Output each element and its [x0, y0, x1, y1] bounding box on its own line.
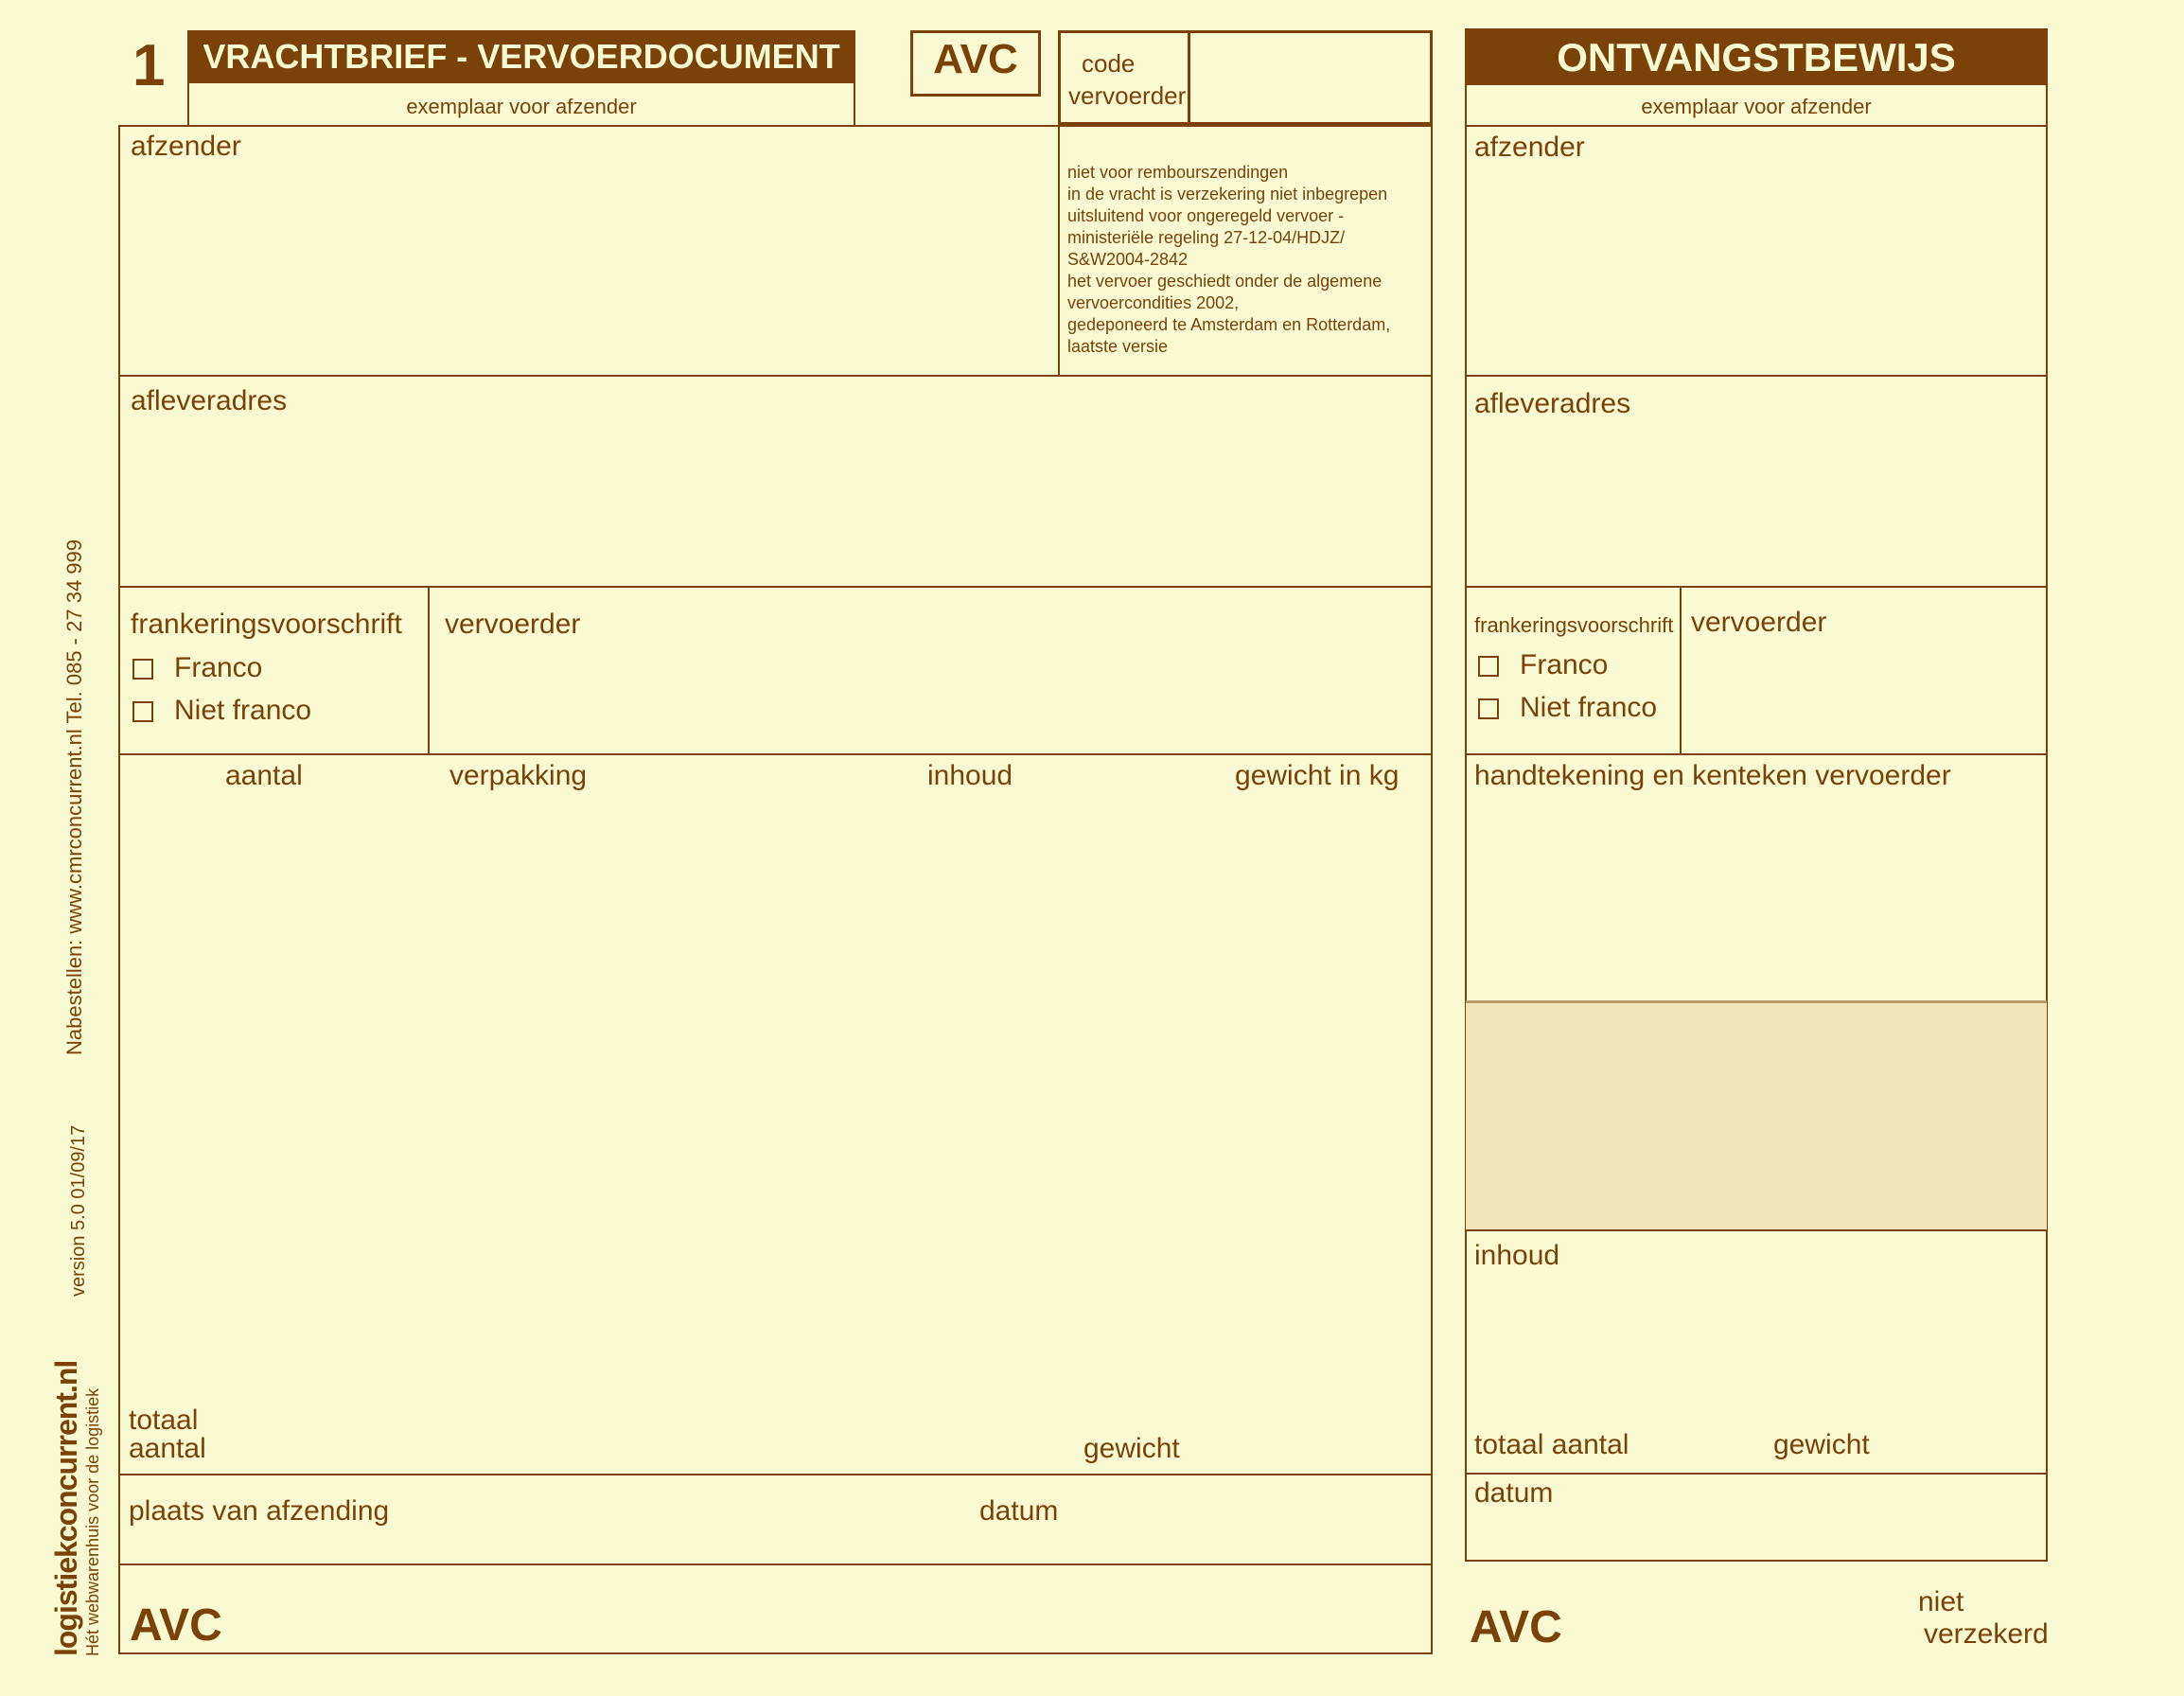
total-label: totaal	[129, 1404, 199, 1436]
avc-footer: AVC	[130, 1600, 222, 1651]
receipt-content-label: inhoud	[1474, 1240, 1560, 1271]
receipt-franking-divider	[1680, 586, 1682, 754]
option-niet-franco[interactable]: Niet franco	[132, 695, 311, 727]
form-title: VRACHTBRIEF - VERVOERDOCUMENT	[187, 30, 855, 83]
receipt-option-niet-franco[interactable]: Niet franco	[1478, 692, 1657, 724]
receipt-sender-label: afzender	[1474, 132, 1585, 163]
option-franco[interactable]: Franco	[132, 652, 262, 684]
receipt-carrier-field[interactable]	[1683, 648, 2046, 752]
divider	[118, 1564, 1433, 1565]
goods-area[interactable]	[120, 800, 1431, 1401]
brand-tagline: Hét webwarenhuis voor de logistiek	[83, 1387, 102, 1656]
total-weight-label: gewicht	[1083, 1433, 1180, 1464]
sender-label: afzender	[131, 131, 241, 162]
signature-field[interactable]	[1467, 800, 2046, 998]
delivery-label: afleveradres	[131, 385, 288, 416]
copy-number: 1	[132, 33, 166, 98]
divider	[118, 753, 1433, 755]
divider	[1465, 586, 2048, 588]
receipt-title: ONTVANGSTBEWIJS	[1465, 28, 2048, 85]
franco-checkbox[interactable]	[132, 659, 153, 680]
receipt-option-franco[interactable]: Franco	[1478, 649, 1608, 681]
notes-divider	[1058, 125, 1060, 377]
niet-franco-checkbox[interactable]	[132, 701, 153, 722]
version-label: version 5.0 01/09/17	[68, 1124, 89, 1297]
place-label: plaats van afzending	[129, 1495, 390, 1527]
divider	[118, 1474, 1433, 1475]
divider	[1465, 125, 2048, 127]
carrier-label: vervoerder	[1068, 81, 1187, 110]
divider	[1465, 753, 2048, 755]
place-date-field[interactable]	[120, 1533, 1431, 1562]
delivery-field[interactable]	[120, 426, 1431, 585]
order-info: Nabestellen: www.cmrconcurrent.nl Tel. 085 - 27 34 999	[62, 539, 86, 1055]
avc-header: AVC	[933, 36, 1018, 82]
franking-divider	[428, 586, 430, 754]
receipt-avc-footer: AVC	[1470, 1602, 1562, 1652]
receipt-carrier-label: vervoerder	[1691, 607, 1827, 638]
receipt-weight-label: gewicht	[1773, 1429, 1870, 1460]
divider	[118, 375, 1433, 377]
code-label: code	[1082, 49, 1136, 78]
receipt-delivery-field[interactable]	[1467, 426, 2046, 585]
form-subtitle: exemplaar voor afzender	[406, 95, 637, 118]
carrier-code-divider	[1188, 30, 1190, 125]
col-verpakking: verpakking	[449, 760, 588, 791]
receipt-postage-label: frankeringsvoorschrift	[1474, 613, 1674, 637]
receipt-total-count-label: totaal aantal	[1474, 1429, 1629, 1460]
receipt-sender-field[interactable]	[1467, 170, 2046, 375]
date-label: datum	[979, 1495, 1059, 1527]
receipt-date-label: datum	[1474, 1477, 1554, 1509]
receipt-niet-franco-checkbox[interactable]	[1478, 698, 1499, 719]
divider	[1465, 375, 2048, 377]
receipt-delivery-label: afleveradres	[1474, 388, 1631, 419]
divider	[118, 586, 1433, 588]
col-inhoud: inhoud	[927, 760, 1013, 791]
not-insured-label-1: niet	[1918, 1586, 1964, 1617]
receipt-content-field[interactable]	[1467, 1278, 2046, 1420]
signature-label: handtekening en kenteken vervoerder	[1474, 760, 1951, 791]
sender-field[interactable]	[120, 170, 1056, 375]
receipt-date-field[interactable]	[1467, 1514, 2046, 1560]
shaded-area	[1466, 1000, 2047, 1231]
carrier-field-label: vervoerder	[445, 609, 581, 640]
col-aantal: aantal	[225, 760, 303, 791]
col-gewicht: gewicht in kg	[1235, 760, 1400, 791]
receipt-subtitle: exemplaar voor afzender	[1641, 95, 1872, 118]
divider	[1465, 1473, 2048, 1475]
carrier-field[interactable]	[432, 648, 1431, 752]
conditions-notes: niet voor rembourszendingen in de vracht is verzekering niet inbegrepen uitsluitend voor ongeregeld vervoer - ministeriële regeling 27-12-04/HDJZ/ S&W2004-2842 het vervoer geschiedt onder de algemene vervoercondities 2002, gedeponeerd te Amsterdam en Rotterdam, laatste versie	[1067, 163, 1391, 356]
brand-logo-text: logistiekconcurrent.nl	[49, 1360, 83, 1656]
receipt-franco-checkbox[interactable]	[1478, 656, 1499, 677]
total-count-label: aantal	[129, 1433, 206, 1464]
not-insured-label-2: verzekerd	[1924, 1618, 2049, 1650]
postage-label: frankeringsvoorschrift	[131, 609, 402, 640]
